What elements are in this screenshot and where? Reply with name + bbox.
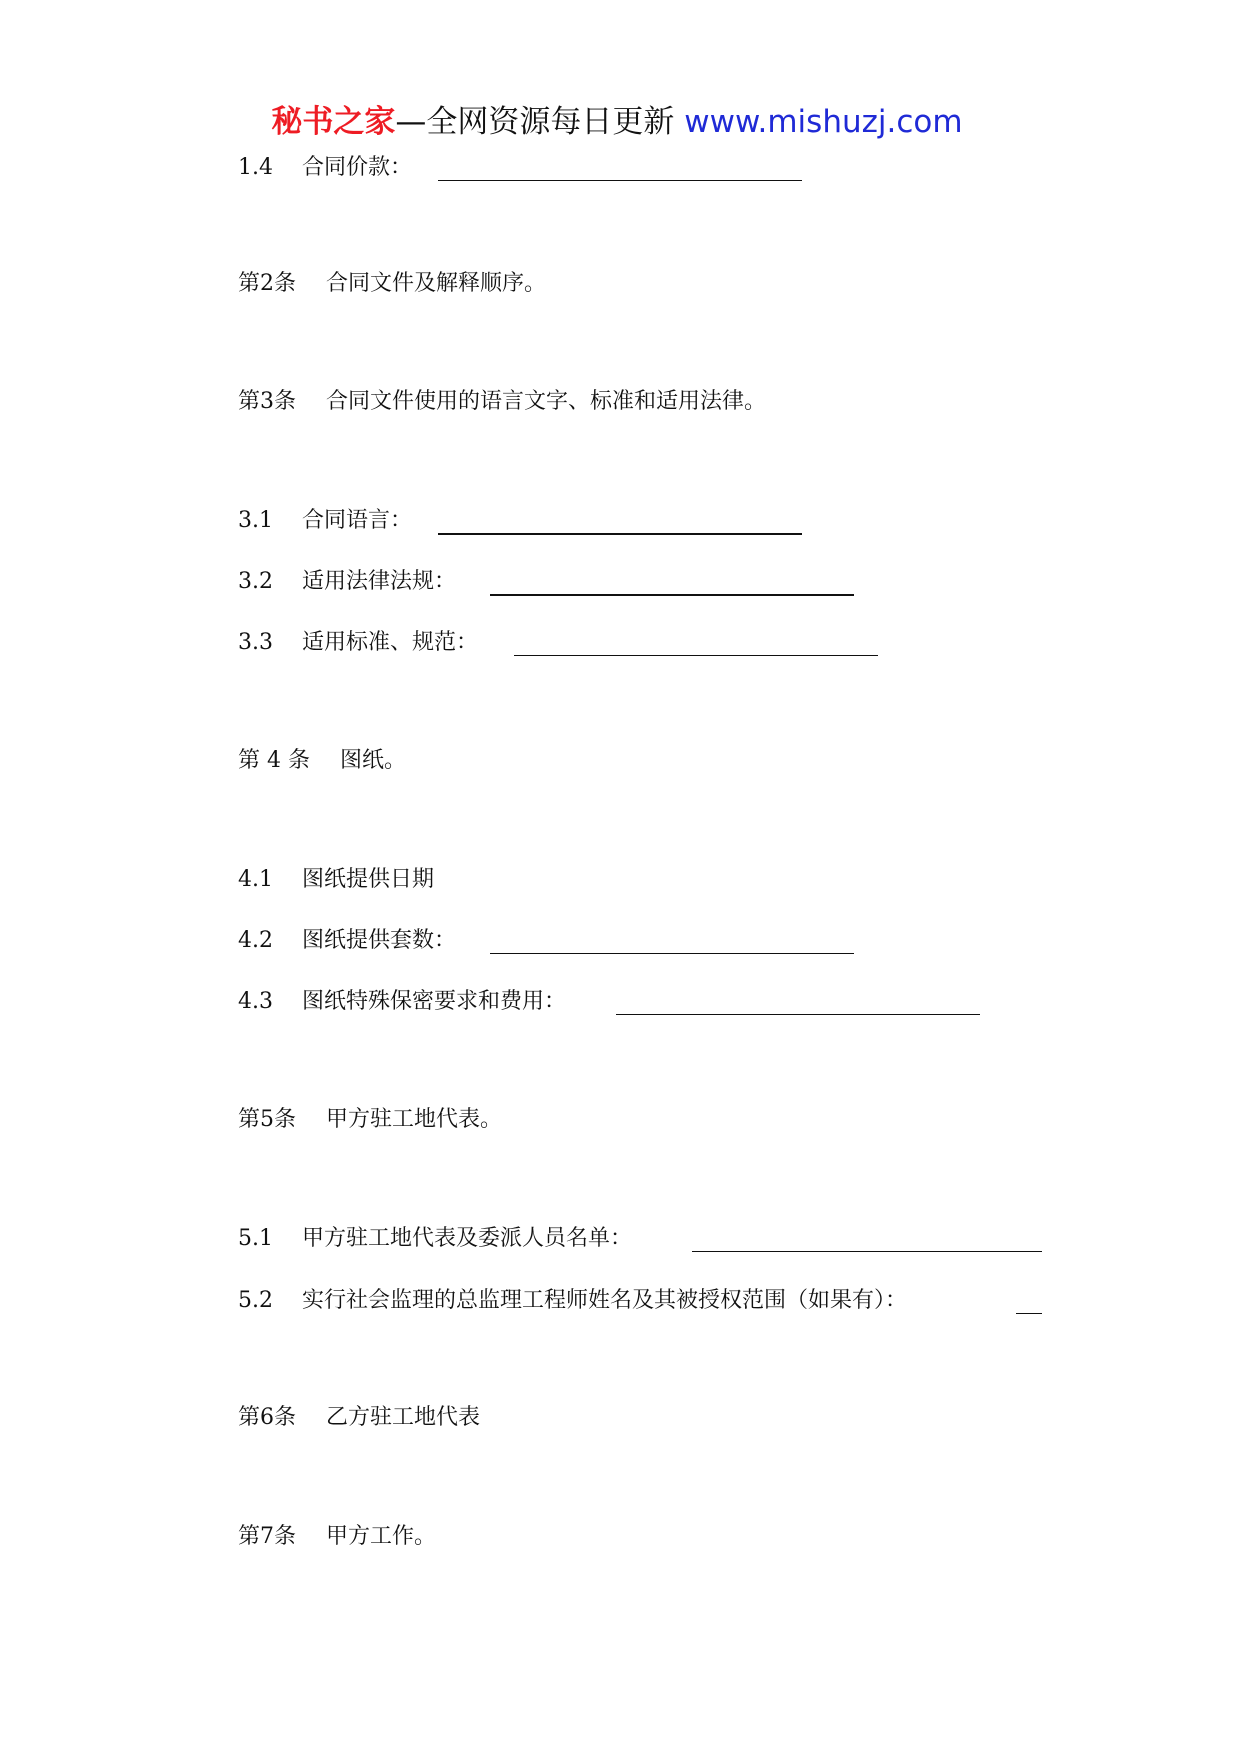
- clause-3-1: [238, 506, 412, 536]
- clause-text: 合同语言：: [302, 508, 413, 533]
- article-4: [238, 746, 406, 776]
- clause-number: 4.1: [238, 867, 273, 892]
- clause-text: 合同价款：: [302, 155, 413, 180]
- fill-in-blank[interactable]: [438, 180, 802, 181]
- clause-number: 4.3: [238, 989, 273, 1014]
- article-7: [238, 1522, 436, 1552]
- article-2: [238, 269, 546, 299]
- fill-in-blank[interactable]: [616, 1014, 980, 1015]
- watermark-header: [0, 102, 1234, 142]
- clause-number: 4.2: [238, 928, 273, 953]
- clause-4-1: [238, 865, 434, 895]
- clause-5-1: [238, 1224, 632, 1254]
- clause-text: 图纸特殊保密要求和费用：: [302, 989, 567, 1014]
- article-title: 合同文件使用的语言文字、标准和适用法律。: [326, 389, 767, 414]
- clause-text: 适用标准、规范：: [302, 630, 479, 655]
- clause-text: 适用法律法规：: [302, 569, 457, 594]
- watermark-url[interactable]: www.mishuzj.com: [684, 104, 963, 140]
- clause-number: 5.1: [238, 1226, 273, 1251]
- clause-text: 甲方驻工地代表及委派人员名单：: [302, 1226, 633, 1251]
- watermark-slogan: —全网资源每日更新: [395, 104, 685, 140]
- clause-text: 图纸提供日期: [302, 867, 435, 892]
- article-title: 合同文件及解释顺序。: [326, 271, 547, 296]
- clause-1-4: [238, 153, 412, 183]
- fill-in-blank[interactable]: [1016, 1313, 1042, 1314]
- article-title: 图纸。: [340, 748, 407, 773]
- article-number: 第7条: [238, 1524, 296, 1549]
- fill-in-blank[interactable]: [490, 953, 854, 954]
- clause-4-2: [238, 926, 456, 956]
- article-number: 第5条: [238, 1107, 296, 1132]
- fill-in-blank[interactable]: [692, 1251, 1042, 1252]
- clause-3-2: [238, 567, 456, 597]
- clause-5-2: [238, 1286, 907, 1316]
- fill-in-blank[interactable]: [490, 594, 854, 596]
- article-number: 第3条: [238, 389, 296, 414]
- article-6: [238, 1403, 480, 1433]
- clause-number: 3.3: [238, 630, 273, 655]
- article-title: 甲方工作。: [326, 1524, 437, 1549]
- article-3: [238, 387, 766, 417]
- clause-number: 3.1: [238, 508, 273, 533]
- fill-in-blank[interactable]: [514, 655, 878, 656]
- article-number: 第2条: [238, 271, 296, 296]
- article-number: 第 4 条: [238, 748, 310, 773]
- clause-4-3: [238, 987, 566, 1017]
- article-title: 乙方驻工地代表: [326, 1405, 481, 1430]
- article-5: [238, 1105, 502, 1135]
- fill-in-blank[interactable]: [438, 533, 802, 535]
- article-number: 第6条: [238, 1405, 296, 1430]
- clause-3-3: [238, 628, 478, 658]
- clause-number: 5.2: [238, 1288, 273, 1313]
- watermark-brand: 秘书之家: [271, 104, 396, 140]
- clause-number: 3.2: [238, 569, 273, 594]
- clause-text: 实行社会监理的总监理工程师姓名及其被授权范围（如果有）：: [302, 1288, 908, 1313]
- article-title: 甲方驻工地代表。: [326, 1107, 503, 1132]
- clause-text: 图纸提供套数：: [302, 928, 457, 953]
- clause-number: 1.4: [238, 155, 273, 180]
